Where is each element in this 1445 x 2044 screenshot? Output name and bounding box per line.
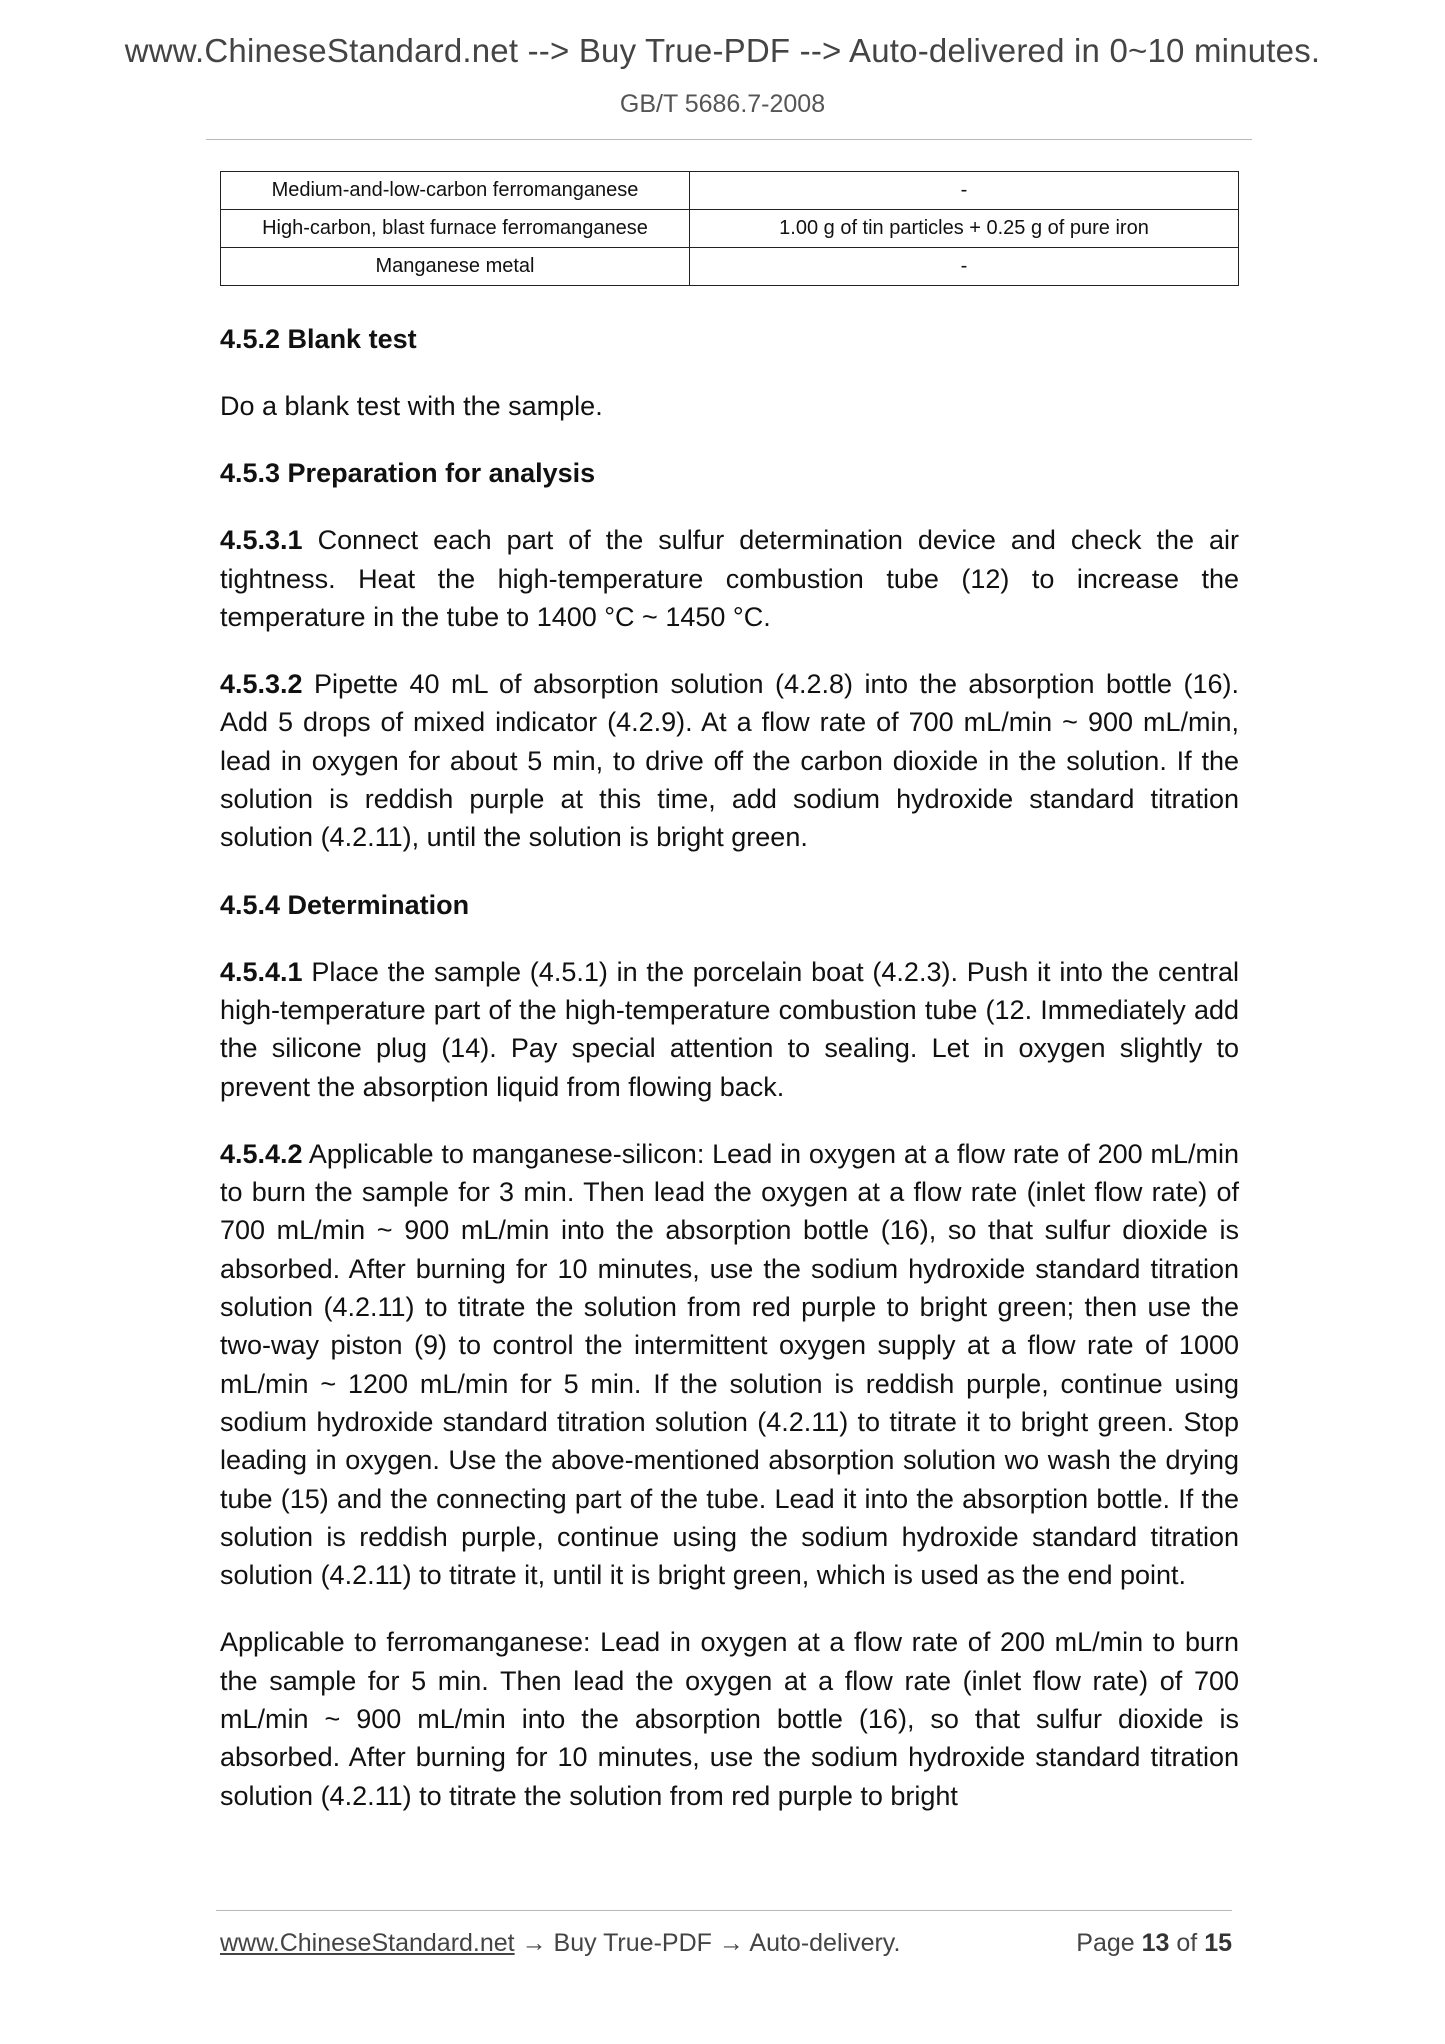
table-cell-material: High-carbon, blast furnace ferromanganese (221, 210, 690, 248)
page-number (1076, 1929, 1232, 1958)
clause-text: Applicable to manganese-silicon: Lead in oxygen at a flow rate of 200 mL/min to burn the sample for 3 min. Then lead the oxygen at a flow rate (inlet flow rate) of 700 mL/min ~ 900 mL/min into the absorption bottle (16), so that sulfur dioxide is absorbed. After burning for 10 minutes, use the sodium hydroxide standard titration solution (4.2.11) to titrate the solution from red purple to bright green; then use the two-way piston (9) to control the intermittent oxygen supply at a flow rate of 1000 mL/min ~ 1200 mL/min for 5 min. If the solution is reddish purple, continue using sodium hydroxide standard titration solution (4.2.11) to titrate it to bright green. Stop leading in oxygen. Use the above-mentioned absorption solution wo wash the drying tube (15) and the connecting part of the tube. Lead it into the absorption bottle. If the solution is reddish purple, continue using the sodium hydroxide standard titration solution (4.2.11) to titrate it, until it is bright green, which is used as the end point. (220, 1138, 1239, 1591)
paragraph-4-5-4-1 (220, 953, 1239, 1106)
section-heading-4-5-4: 4.5.4 Determination (220, 889, 470, 920)
clause-number: 4.5.4.2 (220, 1138, 303, 1169)
page-label: Page (1076, 1929, 1142, 1957)
page-of-label: of (1169, 1929, 1205, 1957)
footer-promo-text: → Buy True-PDF → Auto-delivery. (514, 1929, 901, 1957)
document-code: GB/T 5686.7-2008 (619, 90, 826, 118)
header-divider (206, 139, 1252, 140)
table-cell-flux: - (690, 172, 1239, 210)
paragraph-ferromanganese: Applicable to ferromanganese: Lead in oxygen at a flow rate of 200 mL/min to burn the sample for 5 min. Then lead the oxygen at a flow rate (inlet flow rate) of 700 mL/min ~ 900 mL/min into the absorption bottle (16), so that sulfur dioxide is absorbed. After burning for 10 minutes, use the sodium hydroxide standard titration solution (4.2.11) to titrate the solution from red purple to bright (220, 1627, 1239, 1811)
footer-divider (216, 1910, 1232, 1911)
paragraph-4-5-4-2 (220, 1135, 1239, 1595)
document-body (220, 320, 1239, 1844)
page-current: 13 (1141, 1929, 1170, 1957)
reference-table (220, 171, 1239, 286)
table-row (221, 248, 1239, 286)
section-heading-4-5-3: 4.5.3 Preparation for analysis (220, 458, 596, 489)
clause-number: 4.5.4.1 (220, 956, 303, 987)
table-cell-flux: 1.00 g of tin particles + 0.25 g of pure iron (690, 210, 1239, 248)
clause-text: Place the sample (4.5.1) in the porcelain boat (4.2.3). Push it into the central high-temperature part of the high-temperature combustion tube (12. Immediately add the silicone plug (14). Pay special attention to sealing. Let in oxygen slightly to prevent the absorption liquid from flowing back. (220, 956, 1239, 1102)
top-banner: www.ChineseStandard.net --> Buy True-PDF --> Auto-delivered in 0~10 minutes. (124, 32, 1321, 69)
clause-number: 4.5.3.2 (220, 669, 303, 700)
table-cell-material: Manganese metal (221, 248, 690, 286)
table-cell-material: Medium-and-low-carbon ferromanganese (221, 172, 690, 210)
footer-promo (220, 1929, 900, 1958)
paragraph-blank-test: Do a blank test with the sample. (220, 391, 603, 421)
paragraph-4-5-3-2 (220, 665, 1239, 856)
clause-text: Connect each part of the sulfur determination device and check the air tightness. Heat the high-temperature combustion tube (12) to increase the temperature in the tube to 1400 °C ~ 1450 °C. (220, 525, 1239, 632)
table-row (221, 172, 1239, 210)
clause-number: 4.5.3.1 (220, 525, 303, 556)
paragraph-4-5-3-1 (220, 521, 1239, 636)
table-row (221, 210, 1239, 248)
table-cell-flux: - (690, 248, 1239, 286)
section-heading-4-5-2: 4.5.2 Blank test (220, 324, 417, 354)
page-total: 15 (1204, 1929, 1232, 1957)
page-footer (220, 1929, 1232, 1965)
clause-text: Pipette 40 mL of absorption solution (4.2.8) into the absorption bottle (16). Add 5 drops of mixed indicator (4.2.9). At a flow rate of 700 mL/min ~ 900 mL/min, lead in oxygen for about 5 min, to drive off the carbon dioxide in the solution. If the solution is reddish purple at this time, add sodium hydroxide standard titration solution (4.2.11), until the solution is bright green. (220, 669, 1239, 853)
footer-site-link[interactable]: www.ChineseStandard.net (220, 1929, 515, 1957)
